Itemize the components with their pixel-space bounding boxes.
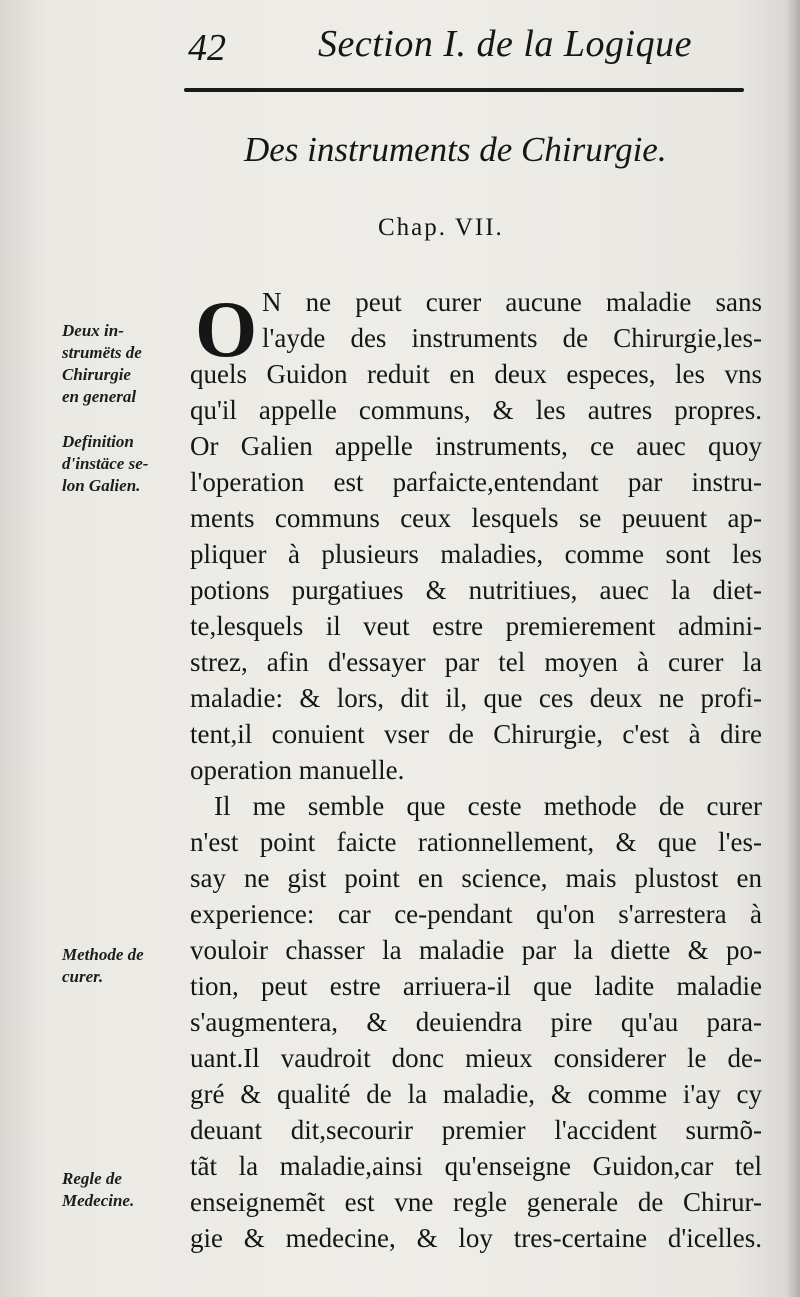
body-line: experience: car ce-pendant qu'on s'arrestera à (190, 899, 762, 929)
margin-note-line: strumëts de (62, 343, 142, 362)
body-line: l'ayde des instruments de Chirurgie,les- (262, 323, 762, 353)
body-line: strez, afin d'essayer par tel moyen à curer la (190, 647, 762, 677)
margin-note-line: Regle de (62, 1169, 122, 1188)
page-number: 42 (188, 27, 226, 69)
drop-cap: O (195, 286, 258, 374)
body-line: operation manuelle. (190, 755, 405, 785)
body-line: vouloir chasser la maladie par la diette & po- (190, 935, 762, 965)
margin-note-regle (62, 1168, 186, 1212)
body-line: enseignemẽt est vne regle generale de Chirur- (190, 1187, 762, 1217)
body-line: gie & medecine, & loy tres-certaine d'icelles. (190, 1223, 762, 1253)
margin-note-definition (62, 431, 186, 497)
body-line: uant.Il vaudroit donc mieux considerer le de- (190, 1043, 762, 1073)
body-line: tãt la maladie,ainsi qu'enseigne Guidon,car tel (190, 1151, 762, 1181)
page-edge-shadow (786, 0, 800, 1297)
margin-note-deux-instruments (62, 320, 186, 408)
body-line: N ne peut curer aucune maladie sans (262, 287, 762, 317)
margin-note-line: d'instäce se- (62, 454, 149, 473)
margin-note-line: Methode de (62, 945, 144, 964)
margin-note-line: lon Galien. (62, 476, 141, 495)
margin-note-methode (62, 944, 186, 988)
margin-note-line: Medecine. (62, 1191, 135, 1210)
body-line: Or Galien appelle instruments, ce auec quoy (190, 431, 762, 461)
body-line: gré & qualité de la maladie, & comme i'ay cy (190, 1079, 762, 1109)
body-line: quels Guidon reduit en deux especes, les vns (190, 359, 762, 389)
body-line: te,lesquels il veut estre premierement admini- (190, 611, 762, 641)
body-line: say ne gist point en science, mais plustost en (190, 863, 762, 893)
body-line: deuant dit,secourir premier l'accident surmõ- (190, 1115, 762, 1145)
chapter-title: Des instruments de Chirurgie. (244, 130, 667, 169)
body-line: s'augmentera, & deuiendra pire qu'au para- (190, 1007, 762, 1037)
running-head: Section I. de la Logique (318, 23, 692, 65)
chapter-number: Chap. VII. (378, 214, 504, 241)
body-line: potions purgatiues & nutritiues, auec la diet- (190, 575, 762, 605)
margin-note-line: curer. (62, 967, 104, 986)
body-line: pliquer à plusieurs maladies, comme sont les (190, 539, 762, 569)
body-line: Il me semble que ceste methode de curer (214, 791, 762, 821)
body-line: ments communs ceux lesquels se peuuent ap- (190, 503, 762, 533)
body-line: n'est point faicte rationnellement, & que l'es- (190, 827, 762, 857)
margin-note-line: Chirurgie (62, 365, 131, 384)
margin-note-line: en general (62, 387, 137, 406)
header-rule (184, 88, 744, 92)
margin-note-line: Definition (62, 432, 134, 451)
body-line: qu'il appelle communs, & les autres propres. (190, 395, 762, 425)
body-line: maladie: & lors, dit il, que ces deux ne profi- (190, 683, 762, 713)
body-line: tent,il conuient vser de Chirurgie, c'est à dire (190, 719, 762, 749)
body-line: tion, peut estre arriuera-il que ladite maladie (190, 971, 762, 1001)
margin-note-line: Deux in- (62, 321, 124, 340)
body-line: l'operation est parfaicte,entendant par instru- (190, 467, 762, 497)
